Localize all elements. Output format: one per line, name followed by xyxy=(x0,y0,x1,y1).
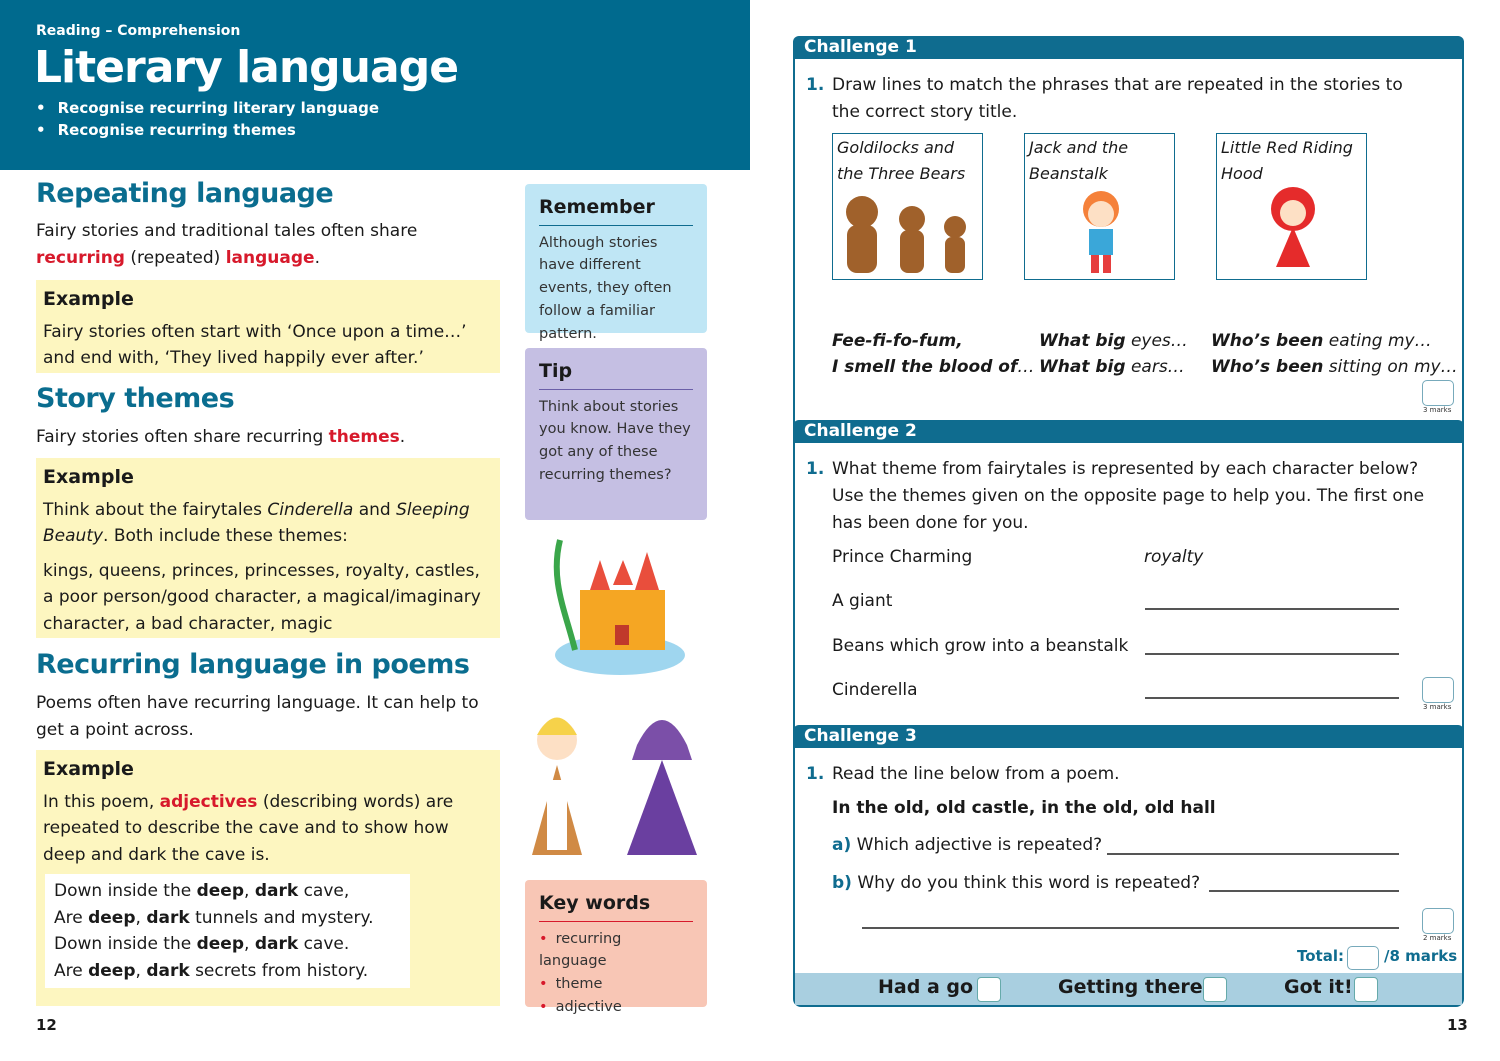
example-box xyxy=(36,458,500,638)
theme-answer: royalty xyxy=(1144,547,1204,567)
marks-label: 3 marks xyxy=(1423,406,1452,414)
progress-label: Getting there xyxy=(1058,976,1203,998)
phrase-fee-fi-fo[interactable]: Fee-fi-fo-fum, I smell the blood of… xyxy=(832,331,1035,377)
tip-box xyxy=(525,348,707,520)
section-heading: Story themes xyxy=(36,383,235,414)
progress-label: Had a go xyxy=(878,976,974,998)
remember-text: Although stories have different events, they often follow a familiar pattern. xyxy=(539,234,672,342)
red-riding-hood-icon xyxy=(1221,187,1361,277)
getting-there-checkbox[interactable] xyxy=(1203,977,1227,1002)
total-box[interactable] xyxy=(1347,946,1379,970)
story-card-goldilocks[interactable]: Goldilocks and the Three Bears xyxy=(832,133,983,280)
challenge-3-question: 1. Read the line below from a poem. xyxy=(806,764,1120,784)
story-card-red-riding-hood[interactable]: Little Red Riding Hood xyxy=(1216,133,1367,280)
answer-line[interactable] xyxy=(862,927,1399,929)
example-text: Fairy stories often start with ‘Once upon a time…’ and end with, ‘They lived happily ever after.’ xyxy=(43,321,467,368)
section-text: Poems often have recurring language. It can help to get a point across. xyxy=(36,693,479,740)
character-label: Cinderella xyxy=(832,680,918,700)
character-label: Beans which grow into a beanstalk xyxy=(832,636,1129,656)
answer-line[interactable] xyxy=(1145,653,1399,655)
marks-box[interactable] xyxy=(1422,380,1454,406)
section-heading: Recurring language in poems xyxy=(36,649,470,680)
marks-label: 2 marks xyxy=(1423,934,1452,942)
subject-label: Reading – Comprehension xyxy=(36,23,241,39)
example-heading: Example xyxy=(43,466,134,488)
answer-line[interactable] xyxy=(1145,697,1399,699)
key-word: • recurring language xyxy=(539,928,693,973)
example-text: Think about the fairytales Cinderella and Sleeping Beauty. Both include these themes: xyxy=(43,499,470,546)
challenge-2-header: Challenge 2 xyxy=(793,420,1464,443)
example-box xyxy=(36,280,500,373)
poem-line: In the old, old castle, in the old, old hall xyxy=(832,798,1216,818)
cinderella-and-fairy-illustration xyxy=(512,700,712,865)
key-words-list xyxy=(539,928,693,1019)
tip-text: Think about stories you know. Have they got any of these recurring themes? xyxy=(539,398,691,483)
progress-label: Got it! xyxy=(1284,976,1353,998)
example-text: In this poem, adjectives (describing words) are repeated to describe the cave and to show how deep and dark the cave is. xyxy=(43,791,454,865)
answer-line[interactable] xyxy=(1209,890,1399,892)
phrase-whos-been[interactable]: Who’s been eating my… Who’s been sitting on my… xyxy=(1211,331,1458,377)
castle-illustration xyxy=(535,530,695,680)
section-text: Fairy stories and traditional tales often share recurring (repeated) language. xyxy=(36,221,418,268)
header-banner xyxy=(0,0,750,170)
marks-box[interactable] xyxy=(1422,908,1454,934)
key-words-heading: Key words xyxy=(539,892,693,922)
remember-heading: Remember xyxy=(539,196,693,226)
section-text: Fairy stories often share recurring themes. xyxy=(36,427,406,447)
key-word: • adjective xyxy=(539,996,693,1019)
phrase-what-big[interactable]: What big eyes… What big ears… xyxy=(1039,331,1188,377)
themes-list: kings, queens, princes, princesses, royalty, castles, a poor person/good character, a magical/imaginary character, a bad character, magic xyxy=(43,560,481,634)
question-b: b) Why do you think this word is repeated? xyxy=(832,873,1201,893)
objective: • Recognise recurring literary language xyxy=(36,97,379,119)
had-a-go-checkbox[interactable] xyxy=(977,977,1001,1002)
jack-icon xyxy=(1029,187,1169,277)
tip-heading: Tip xyxy=(539,360,693,390)
remember-box xyxy=(525,184,707,342)
key-words-box xyxy=(525,880,707,1015)
marks-box[interactable] xyxy=(1422,677,1454,703)
total-suffix: /8 marks xyxy=(1384,947,1458,965)
challenge-1-header: Challenge 1 xyxy=(793,36,1464,59)
challenge-2-question: 1. What theme from fairytales is represented by each character below? Use the themes given on the opposite page to help you. The first one has been done for you. xyxy=(806,459,1425,533)
marks-label: 3 marks xyxy=(1423,703,1452,711)
answer-line[interactable] xyxy=(1107,853,1399,855)
objective: • Recognise recurring themes xyxy=(36,119,379,141)
challenge-1-question: 1. Draw lines to match the phrases that are repeated in the stories to the correct story title. xyxy=(806,75,1403,122)
key-word: • theme xyxy=(539,973,693,996)
poem-box xyxy=(45,874,410,988)
answer-line[interactable] xyxy=(1145,608,1399,610)
question-a: a) Which adjective is repeated? xyxy=(832,835,1103,855)
character-label: A giant xyxy=(832,591,893,611)
page-number: 13 xyxy=(1447,1016,1468,1034)
poem-line: Down inside the deep, dark cave. xyxy=(54,934,350,954)
got-it-checkbox[interactable] xyxy=(1354,977,1378,1002)
challenge-3-header: Challenge 3 xyxy=(793,725,1464,748)
three-bears-icon xyxy=(837,187,977,277)
section-heading: Repeating language xyxy=(36,178,334,209)
example-heading: Example xyxy=(43,288,134,310)
example-heading: Example xyxy=(43,758,134,780)
page-title: Literary language xyxy=(34,42,459,93)
character-label: Prince Charming xyxy=(832,547,973,567)
objectives-list xyxy=(36,97,379,141)
total-label: Total: xyxy=(1297,947,1344,965)
story-card-jack[interactable]: Jack and the Beanstalk xyxy=(1024,133,1175,280)
poem-line: Are deep, dark secrets from history. xyxy=(54,960,369,981)
poem-line: Are deep, dark tunnels and mystery. xyxy=(54,907,374,928)
poem-line: Down inside the deep, dark cave, xyxy=(54,881,350,901)
page-number: 12 xyxy=(36,1016,57,1034)
example-box xyxy=(36,750,500,1006)
